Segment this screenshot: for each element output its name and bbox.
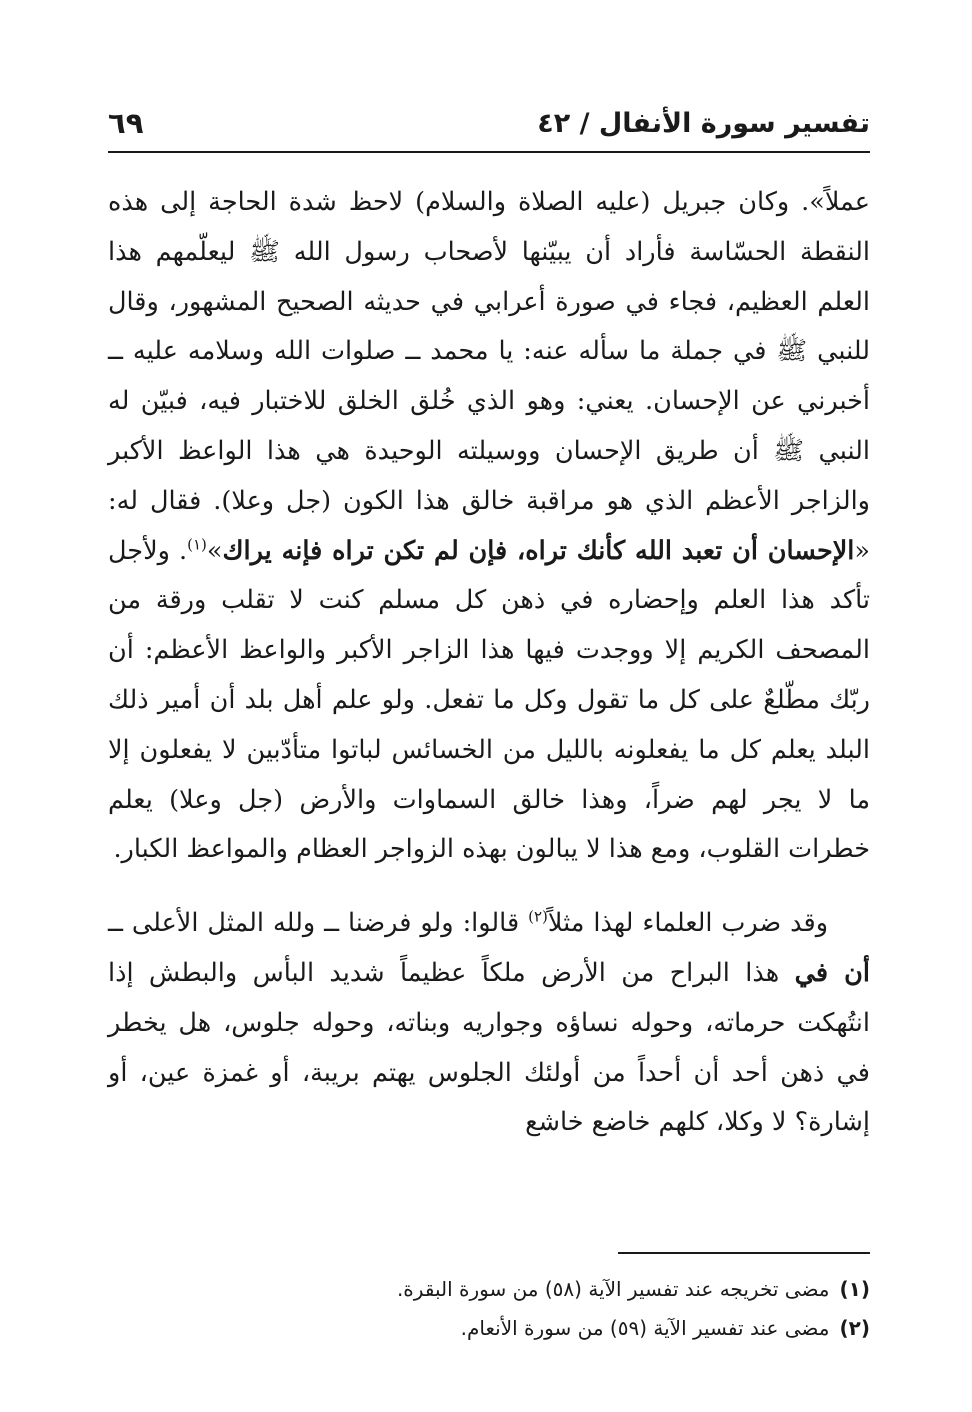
page-number: ٦٩	[108, 106, 144, 140]
footnote-1-text: مضى تخريجه عند تفسير الآية (٥٨) من سورة البقرة.	[396, 1277, 830, 1301]
running-head	[108, 102, 870, 150]
paragraph-1	[108, 178, 870, 875]
footnote-ref-1[interactable]: (١)	[187, 535, 207, 554]
hadith-quote: الإحسان أن تعبد الله كأنك تراه، فإن لم تكن تراه فإنه يراك	[222, 535, 855, 566]
footnote-2-text: مضى عند تفسير الآية (٥٩) من سورة الأنعام.	[460, 1316, 830, 1340]
quote-close-mark: »	[206, 535, 223, 566]
footnote-divider	[618, 1252, 870, 1254]
footnote-2	[108, 1309, 870, 1348]
footnote-ref-2[interactable]: (٢)	[528, 907, 548, 926]
running-head-title: تفسير سورة الأنفال / ٤٢	[537, 108, 870, 139]
paragraph-2-text-a: وقد ضرب العلماء لهذا مثلاً	[547, 908, 829, 939]
footnotes	[108, 1270, 870, 1348]
footnote-1	[108, 1270, 870, 1309]
footnote-1-number: (١)	[839, 1277, 870, 1301]
paragraph-1-text-a: عملاً». وكان جبريل (عليه الصلاة والسلام) لاحظ شدة الحاجة إلى هذه النقطة الحسّاسة فأراد أن يبيّنها لأصحاب رسول الله ﷺ ليعلّمهم هذا العلم العظيم، فجاء في صورة أعرابي في حديثه الصحيح المشهور، وقال للنبي ﷺ في جملة ما سأله عنه: يا محمد ــ صلوات الله وسلامه عليه ــ أخبرني عن الإحسان. يعني: وهو الذي خُلق الخلق للاختبار فيه، فبيّن له النبي ﷺ أن طريق الإحسان ووسيلته الوحيدة هي هذا الواعظ الأكبر والزاجر الأعظم الذي هو مراقبة خالق هذا الكون (جل وعلا). فقال له: «	[108, 187, 870, 566]
header-divider	[108, 151, 870, 153]
paragraph-1-text-b: . ولأجل تأكد هذا العلم وإحضاره في ذهن كل مسلم كنت لا تقلب ورقة من المصحف الكريم إلا ووجدت فيها هذا الزاجر الأكبر والواعظ الأعظم: أن ربّك مطّلعٌ على كل ما تقول وكل ما تفعل. ولو علم أهل بلد أن أمير ذلك البلد يعلم كل ما يفعلونه بالليل من الخسائس لباتوا متأدّبين لا يفعلون إلا ما لا يجر لهم ضراً، وهذا خالق السماوات والأرض (جل وعلا) يعلم خطرات القلوب، ومع هذا لا يبالون بهذه الزواجر العظام والمواعظ الكبار.	[108, 535, 870, 865]
paragraph-2-text-b: قالوا: ولو فرضنا ــ ولله المثل الأعلى ــ	[108, 908, 529, 939]
body-text	[108, 178, 870, 1148]
footnote-2-number: (٢)	[839, 1316, 870, 1340]
paragraph-2	[108, 899, 870, 1148]
paragraph-2-text-c: هذا البراح من الأرض ملكاً عظيماً شديد البأس والبطش إذا انتُهكت حرماته، وحوله نساؤه وجواريه وبناته، وحوله جلوس، هل يخطر في ذهن أحد أن أحداً من أولئك الجلوس يهتم بريبة، أو غمزة عين، أو إشارة؟ لا وكلا، كلهم خاضع خاشع	[108, 957, 870, 1138]
paragraph-2-bold: أن في	[794, 957, 870, 988]
